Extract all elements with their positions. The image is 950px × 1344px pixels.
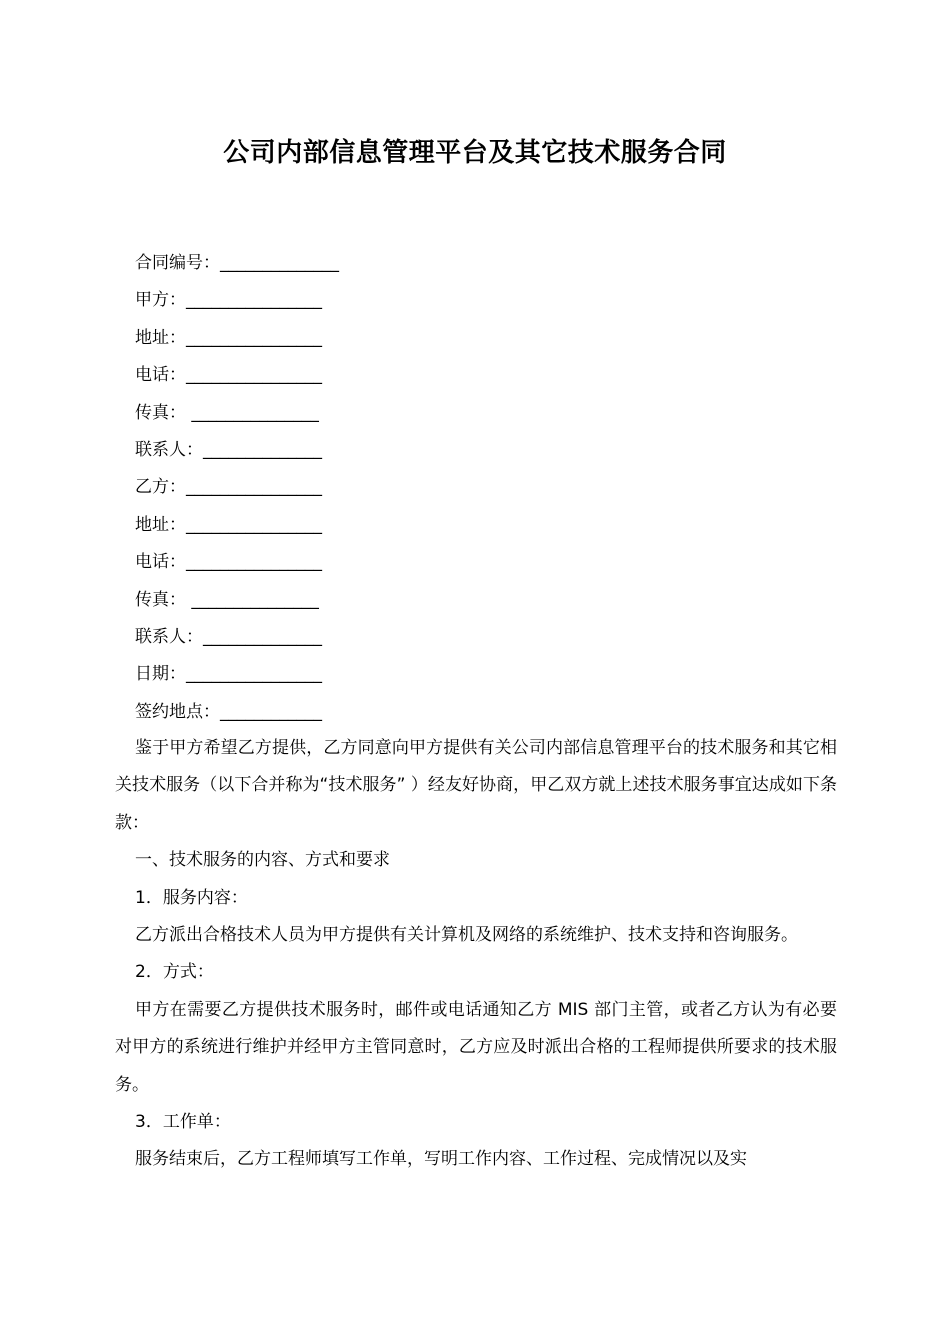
section-heading: 一、技术服务的内容、方式和要求 (135, 850, 390, 871)
field-blank: ________________ (186, 477, 322, 498)
field-label: 乙方： (135, 477, 186, 498)
field-blank: ______________ (203, 626, 322, 647)
field-label: 合同编号： (135, 253, 220, 273)
item-paragraph: 甲方在需要乙方提供技术服务时，邮件或电话通知乙方 MIS 部门主管，或者乙方认为有必要对甲方的系统进行维护并经甲方主管同意时，乙方应及时派出合格的工程师提供所要求的技术服务。 (115, 999, 837, 1095)
intro-paragraph: 鉴于甲方希望乙方提供，乙方同意向甲方提供有关公司内部信息管理平台的技术服务和其它相关技术服务（以下合并称为“技术服务” ）经友好协商，甲乙双方就上述技术服务事宜达成如下条款： (115, 738, 837, 833)
field-label: 联系人： (135, 439, 203, 460)
field-blank: ______________ (220, 253, 339, 273)
field-blank: ______________ (203, 439, 322, 460)
field-label: 地址： (135, 514, 186, 535)
field-label: 日期： (135, 664, 186, 685)
field-contract-number (135, 245, 835, 282)
field-blank: ________________ (186, 664, 322, 685)
field-party-a-phone (135, 357, 835, 394)
field-party-a (135, 282, 835, 319)
field-party-a-address (135, 320, 835, 357)
field-label: 联系人： (135, 626, 203, 647)
item-heading: 3．工作单： (135, 1112, 231, 1133)
field-party-b-address (135, 507, 835, 544)
field-blank: ____________ (220, 701, 322, 722)
item-heading: 1．服务内容： (135, 887, 248, 908)
field-label: 电话： (135, 552, 186, 573)
field-blank: ________________ (186, 552, 322, 573)
item-heading: 2．方式： (135, 962, 214, 983)
field-blank: ________________ (186, 290, 322, 311)
field-blank: ________________ (186, 514, 322, 535)
field-date (135, 656, 835, 693)
field-party-b-phone (135, 544, 835, 581)
document-title: 公司内部信息管理平台及其它技术服务合同 (223, 138, 727, 168)
field-blank: ________________ (186, 365, 322, 386)
field-blank: _______________ (186, 589, 319, 610)
field-party-b (135, 469, 835, 506)
field-label: 地址： (135, 327, 186, 348)
field-party-b-fax (135, 582, 835, 619)
field-blank: _______________ (186, 402, 319, 423)
contract-body (115, 730, 837, 1179)
field-signing-place (135, 694, 835, 731)
field-label: 电话： (135, 365, 186, 386)
item-paragraph: 乙方派出合格技术人员为甲方提供有关计算机及网络的系统维护、技术支持和咨询服务。 (135, 925, 798, 946)
field-label: 签约地点： (135, 701, 220, 722)
field-party-a-fax (135, 395, 835, 432)
field-label: 传真： (135, 589, 186, 610)
field-party-a-contact (135, 432, 835, 469)
field-party-b-contact (135, 619, 835, 656)
field-label: 传真： (135, 402, 186, 423)
field-label: 甲方： (135, 290, 186, 311)
contract-fields (135, 245, 835, 731)
field-blank: ________________ (186, 327, 322, 348)
item-paragraph: 服务结束后，乙方工程师填写工作单，写明工作内容、工作过程、完成情况以及实 (135, 1149, 747, 1170)
